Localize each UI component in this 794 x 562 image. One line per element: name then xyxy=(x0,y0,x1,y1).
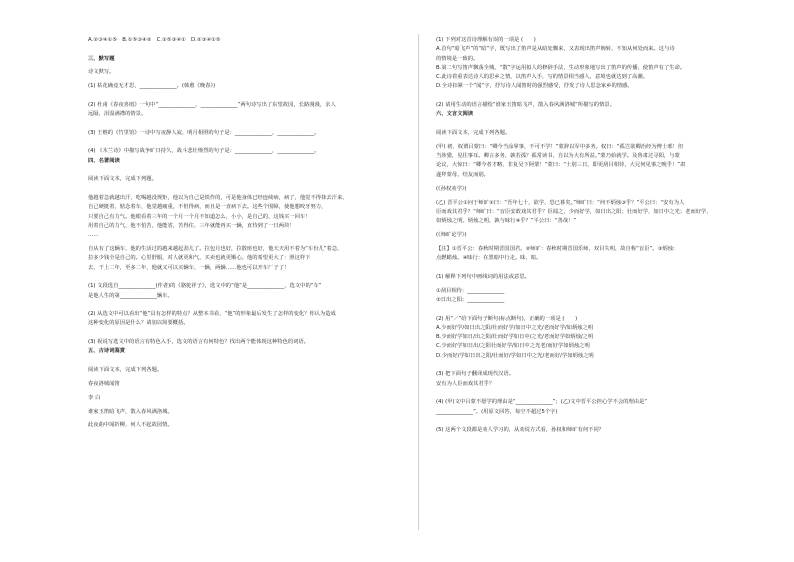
column-divider xyxy=(418,34,419,530)
section-heading: 六、文言文阅读 xyxy=(436,111,474,118)
left-column xyxy=(88,36,406,431)
spacer xyxy=(88,273,406,282)
text-line: ①刮目相待：______________ xyxy=(436,287,505,294)
text-line: (2) 用“／”给下面句子断句(标点断句)，正确的一项是 ( ) xyxy=(436,315,578,322)
text-line: (《师旷论学》) xyxy=(436,232,467,239)
text-line: 用着自己的力气，他不怕苦，他能省，苦得住，三年就能再买一辆，直待到了一日两块！ xyxy=(88,222,295,229)
text-line: 阅读下面文本，完成下列题。 xyxy=(88,176,157,183)
text-line: (2) 从选文中可以看出“他”具有怎样的特点？从整本书看，“他”的形象最后发生了怎样的变化？你认为造成 xyxy=(88,311,336,318)
spacer xyxy=(436,417,736,426)
spacer xyxy=(436,92,736,101)
spacer xyxy=(88,45,406,54)
text-line: 春夜洛城闻笛 xyxy=(88,380,120,387)
text-line: (5) 这两个文段都是劝人学习的，从劝说方式看，孙权和师旷有何不同？ xyxy=(436,427,605,434)
spacer xyxy=(88,166,406,175)
text-line: (3) 把下面句子翻译成现代汉语。 xyxy=(436,371,515,378)
text-line: 拉多少钱全是自己的。心里舒服，对人就更和气，买卖也就更顺心。他的希望更大了：照这样下 xyxy=(88,255,311,262)
text-line: 如炳烛之明。炳烛之明，孰与昧行④乎？”平公曰：“善哉！” xyxy=(436,218,577,225)
text-line: 他越着急就越出汗，吃喝越没规矩，他以为自己是铁作的，可是他身体已经连续病，病了，他觉不得抹去汗来， xyxy=(88,194,348,201)
text-line: (1) 解释下列句中画线词的用法或意思。 xyxy=(436,273,530,280)
text-line: ______________”。(用原文回答，每空不超过5个字) xyxy=(436,408,558,415)
text-line: 阅读下面文本，完成下列各题。 xyxy=(88,366,163,373)
text-line: 【注】①晋平公：春秋时期晋国国君。②师旷：春秋时期晋国乐师，双目失明，故自称“盲臣”。③炳烛： xyxy=(436,245,679,252)
text-line: 的情境是一致的。 xyxy=(436,55,479,62)
text-line: 谁家玉笛暗飞声，散入春风满洛城。 xyxy=(88,408,173,415)
text-line: (3) 王维的《竹里馆》一诗中写夜静人寂，明月相照的句子是：______________，______________。 xyxy=(88,129,320,136)
spacer xyxy=(88,301,406,310)
section-heading: 五、古诗词鉴赏 xyxy=(88,348,126,355)
text-line: D.全诗扣紧一个“闻”字，抒写诗人闻笛时的强烈感受，抒发了诗人思念家乡的情感。 xyxy=(436,83,633,90)
text-line: 阅读下面文本，完成下列各题。 xyxy=(436,129,511,136)
text-line: C.此诗着重表达诗人的思乡之情，以笛声入手，写的情景相当感人，意境也就达到了高潮。 xyxy=(436,74,648,81)
spacer xyxy=(88,185,406,194)
text-line: 自己硬挺着，惦念着车，他觉越痛重，不但得病，而且是一直病下去。这些个围障，使他想咬牙努力， xyxy=(88,204,327,211)
text-line: (3) 祝说写选文中的语言有特色入手，选文的语言有何特色？找出两个能体现这种特色的词语。 xyxy=(88,338,310,345)
text-line: (4) (甲)文中吕蒙不愿学的理由是“______________”；(乙)文中晋平公担心学不会的理由是“ xyxy=(436,399,648,406)
text-line: A.少而好学/如日出之阳/壮而好学/如日中之光/老而好学/如炳烛之明 xyxy=(436,324,594,331)
text-line: (乙) 晋平公①问于师旷②曰：“吾年七十，欲学，恐已暮矣。”师旷曰：“何不炳烛③乎？”平公曰：“安有为人 xyxy=(436,199,685,206)
text-line: (《孙权劝学》) xyxy=(436,185,467,192)
text-line: 此夜曲中闻折柳，何人不起故园情。 xyxy=(88,422,173,429)
text-line: 是他人生的第______________辆车。 xyxy=(88,292,173,299)
spacer xyxy=(436,264,736,273)
spacer xyxy=(436,305,736,314)
spacer xyxy=(436,389,736,398)
text-line: …… xyxy=(88,232,99,239)
spacer xyxy=(436,120,736,129)
text-line: (1) 枯花确竟无才思，______________。(韩愈《晚春》) xyxy=(88,83,216,90)
text-line: C.少而好学如日出/之阳壮而好学/如日中之光老/而好学如炳烛之明 xyxy=(436,343,590,350)
text-line: 点燃蜡烛。④昧行：在黑暗中行走。昧，暗。 xyxy=(436,255,542,262)
text-line: 远隔，泪湿满襟的情景。 xyxy=(88,111,147,118)
text-line: (1) 文段选自______________(作者)的《骆驼祥子》，选文中的“他”是______________，选文中的“车” xyxy=(88,283,322,290)
text-line: A.②③④①⑤ B.①⑤③④② C.②⑤③④① D.②③④①⑤ xyxy=(88,37,221,43)
spacer xyxy=(436,361,736,370)
text-line: B.第二句写笛声飘荡全城，“散”字运用拟人的修辞手法，生动形象地写出了笛声的传播，使笛声有了生命。 xyxy=(436,64,686,71)
spacer xyxy=(88,138,406,147)
text-line: (2) 请用生动的语言描绘“谁家玉笛暗飞声，散入春风满洛城”所描写的情景。 xyxy=(436,102,615,109)
text-line: 当涉猎，见往事耳。卿言多务，孰若孤？孤常读书，自以为大有所益。”蒙乃始就学。及鲁肃过寻阳，与蒙 xyxy=(436,153,680,160)
text-line: B.少而好学如日/出之阳/壮而好学如日中/之光/老而好学如炳烛/之明 xyxy=(436,334,594,341)
text-line: 安有为人臣而戏其君乎？ xyxy=(436,380,495,387)
section-heading: 四、名著阅读 xyxy=(88,157,120,164)
text-line: 臣而戏其君乎？”师旷曰：“盲臣安敢戏其君乎？臣闻之，少而好学，如日出之阳；壮而好学，如日中之光；老而好学， xyxy=(436,208,712,215)
text-line: (1) 下列对这首诗理解有误的一项是 ( ) xyxy=(436,37,536,43)
text-line: 去，干上二年，至多二年，他就又可以买辆车，一辆，两辆……他也可以开车厂子了！ xyxy=(88,264,290,271)
text-line: 遂拜蒙母，结友而别。 xyxy=(436,171,489,178)
spacer xyxy=(88,92,406,101)
text-line: (甲) 初，权谓吕蒙曰：“卿今当涂掌事，不可不学！”蒙辞以军中多务。权曰：“孤岂欲卿治经为博士邪！但 xyxy=(436,143,684,150)
spacer xyxy=(88,120,406,129)
text-line: (4) 《木兰诗》中描写战争旷日持久，战斗悲壮惨烈的句子是：______________，______________。 xyxy=(88,148,320,155)
text-line: 李 白 xyxy=(88,394,101,401)
text-line: 只要自己有力气。他眼看着三年的一个月一个月不知道怎么，小小，是自己的，这钱买一回车！ xyxy=(88,213,311,220)
text-line: 论议，大惊曰：“卿今者才略，非复吴下阿蒙！”蒙曰：“士别三日，即更刮目相待，大兄何见事之晚乎！”肃 xyxy=(436,162,686,169)
spacer xyxy=(88,329,406,338)
text-line: A.首句“暗飞声”的“暗”字，既写出了笛声是从暗处飘来，又表现出笛声婉转，不知从何处而来。这与诗 xyxy=(436,46,675,53)
text-line: D.少而好/学如日出之阳/壮而好/学如日中之光/老而好/学如炳烛之明 xyxy=(436,352,594,359)
spacer xyxy=(88,357,406,366)
text-line: (2) 杜甫《春夜喜雨》一句中“______________，______________”两句诗写出了东望故园，长路漫漫，亲人 xyxy=(88,101,336,108)
text-line: 诗文默写。 xyxy=(88,69,115,76)
right-column xyxy=(436,36,736,435)
section-heading: 三、默写题 xyxy=(88,55,115,62)
text-line: 这种变化的原因是什么？请加以简要概括。 xyxy=(88,320,189,327)
text-line: ②日出之阳：______________ xyxy=(436,296,505,303)
text-line: 自从有了这辆车，他的生活过的越来越起劲儿了。拉包月也好，拉散座也好，他天天用不着为“车份儿”着急， xyxy=(88,246,343,253)
